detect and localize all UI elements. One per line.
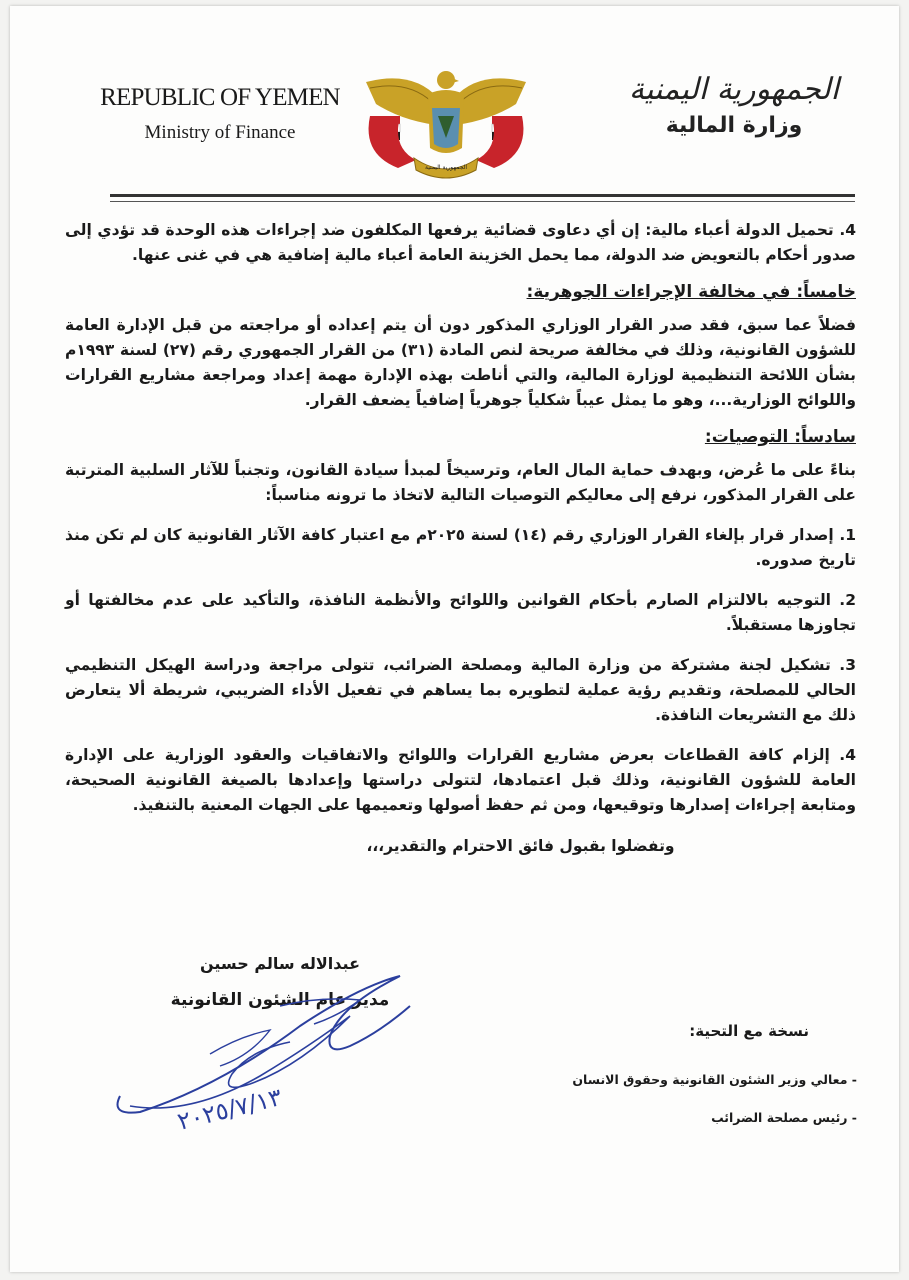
arabic-republic-name: الجمهورية اليمنية: [628, 72, 840, 107]
yemen-emblem-icon: [358, 64, 534, 186]
handwritten-signature-icon: [100, 966, 430, 1146]
arabic-ministry-name: وزارة المالية: [665, 113, 803, 138]
english-republic-name: REPUBLIC OF YEMEN: [100, 84, 340, 111]
arabic-letterhead: [599, 72, 869, 138]
recommendation-1: 1. إصدار قرار بإلغاء القرار الوزاري رقم (١٤) لسنة ٢٠٢٥م مع اعتبار كافة الآثار القانونية كان لم تكن منذ تاريخ صدوره.: [65, 526, 857, 569]
point-4-financial-burden: 4. تحميل الدولة أعباء مالية: إن أي دعاوى قضائية يرفعها المكلفون ضد إجراءات هذه الوحدة قد تؤدي إلى صدور أحكام بالتعويض ضد الدولة، مما يحمل الخزينة العامة أعباء مالية إضافية هي في غنى عنها.: [65, 221, 856, 264]
section-6-intro: بناءً على ما عُرض، وبهدف حماية المال العام، وترسيخاً لمبدأ سيادة القانون، وتجنباً للآثار السلبية المترتبة على القرار المذكور، نرفع إلى معاليكم التوصيات التالية لاتخاذ ما ترونه مناسباً:: [65, 461, 856, 504]
handwritten-date: ٢٠٢٥/٧/١٣: [174, 1082, 285, 1136]
copies-label: نسخة مع التحية:: [689, 1022, 809, 1040]
header-rule-thick: [110, 194, 855, 197]
recommendation-2: 2. التوجيه بالالتزام الصارم بأحكام القوانين واللوائح والأنظمة النافذة، والتأكيد على عدم مخالفتها أو تجاوزها مستقبلاً.: [65, 591, 856, 634]
recommendation-4: 4. إلزام كافة القطاعات بعرض مشاريع القرارات واللوائح والاتفاقيات والعقود الوزارية على الإدارة العامة للشؤون القانونية، وذلك قبل اعتمادها، لتتولى دراستها وإعدادها بالصيغة القانونية الصحيحة، ومتابعة إجراءات إصدارها وتوقيعها، ومن ثم حفظ أصولها وتعميمها على الجهات المعنية بالتنفيذ.: [65, 746, 856, 814]
cc-recipient-1: - معالي وزير الشئون القانونية وحقوق الانسان: [572, 1072, 857, 1087]
english-ministry-name: Ministry of Finance: [144, 122, 296, 143]
section-5-heading: خامساً: في مخالفة الإجراءات الجوهرية:: [526, 282, 856, 302]
section-6-heading: سادساً: التوصيات:: [704, 427, 856, 447]
cc-recipient-2: - رئيس مصلحة الضرائب: [711, 1110, 857, 1125]
letter-body: [65, 218, 856, 859]
svg-text:الجمهورية اليمنية: الجمهورية اليمنية: [424, 164, 468, 171]
recommendation-3: 3. تشكيل لجنة مشتركة من وزارة المالية ومصلحة الضرائب، تتولى مراجعة ودراسة الهيكل التنظيمي الحالي للمصلحة، وتقديم رؤية عملية لتطويره بما يساهم في تفعيل الأداء الضريبي، شريطة ألا يتعارض ذلك مع التشريعات النافذة.: [65, 656, 856, 724]
section-5-paragraph: فضلاً عما سبق، فقد صدر القرار الوزاري المذكور دون أن يتم إعداده أو مراجعته من قبل الإدارة العامة للشؤون القانونية، وذلك في مخالفة صريحة لنص المادة (٣١) من القرار الجمهوري رقم (٢٧) لسنة ١٩٩٣م بشأن اللائحة التنظيمية لوزارة المالية، والتي أناطت بهذه الإدارة مهمة إعداد ومراجعة مشاريع القرارات واللوائح الوزارية...، وهو ما يمثل عيباً شكلياً جوهرياً إضافياً يضعف القرار.: [65, 316, 856, 409]
signatory-name: عبدالاله سالم حسين: [200, 954, 360, 973]
closing-salutation: وتفضلوا بقبول فائق الاحترام والتقدير،،،: [366, 837, 675, 855]
letter-page: [10, 6, 899, 1272]
header-rule-thin: [110, 201, 855, 202]
english-letterhead: [95, 84, 345, 144]
signatory-title: مدير عام الشئون القانونية: [170, 990, 390, 1010]
